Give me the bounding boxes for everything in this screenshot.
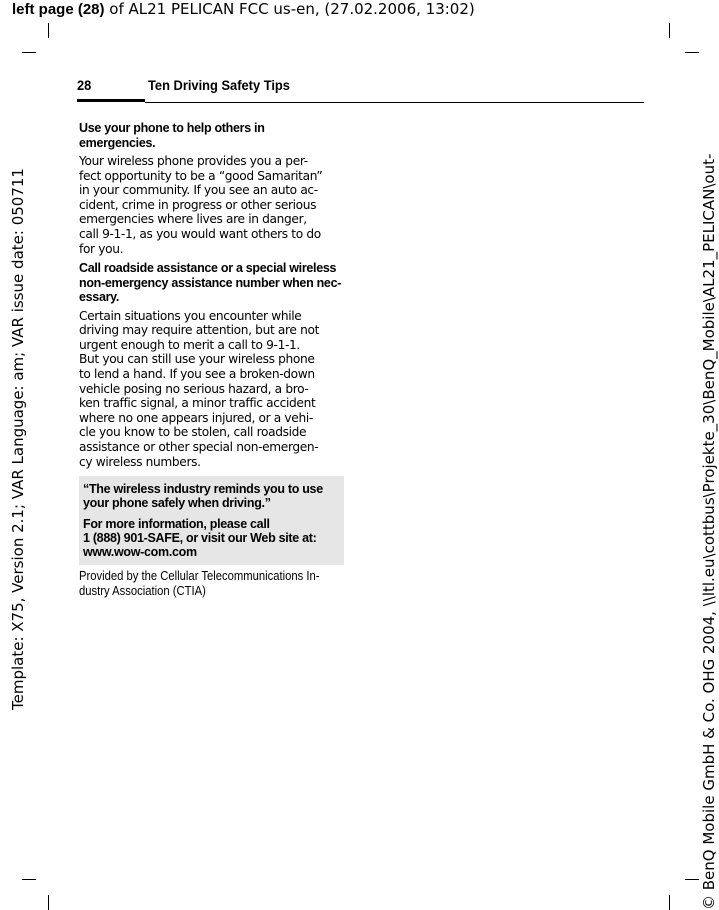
template-info: Template: X75, Version 2.1; VAR Language: am; VAR issue date: 050711 (9, 168, 27, 710)
section-text-roadside: Certain situations you encounter while driving may require attention, but are not urgent enough to merit a call to 9-1-1. But you can still use your wireless phone to lend a hand. If you see a broken-down vehicle posing no serious hazard, a bro- ken traffic signal, a minor traffic accident where no one appears injured, or a vehi- cle you know to be stolen, call roadside assistance or other special non-emergen- cy wireless numbers. (79, 308, 319, 469)
notice-box (79, 476, 344, 565)
print-header-info: of AL21 PELICAN FCC us-en, (27.02.2006, 13:02) (104, 0, 475, 18)
content-column (79, 121, 344, 598)
header-rule-thick (77, 99, 145, 102)
print-header-page: left page (28) (12, 1, 105, 18)
copyright-symbol: © (700, 895, 718, 910)
notice-contact: For more information, please call 1 (888) 901-SAFE, or visit our Web site at: www.wow-com.com (83, 517, 317, 560)
copyright-text: BenQ Mobile GmbH & Co. OHG 2004, \\ltl.eu\cottbus\Projekte_30\BenQ_Mobile\AL21_PELICAN\out- (700, 153, 718, 895)
page-title: Ten Driving Safety Tips (148, 77, 290, 93)
print-header (12, 0, 475, 19)
header-rule-thin (145, 102, 644, 103)
credit-note: Provided by the Cellular Telecommunications In- dustry Association (CTIA) (79, 569, 320, 598)
notice-quote: “The wireless industry reminds you to use your phone safely when driving.” (83, 482, 323, 511)
section-heading-emergencies: Use your phone to help others in emergencies. (79, 121, 265, 150)
copyright-info (701, 154, 717, 910)
page-number: 28 (77, 77, 92, 93)
section-heading-roadside: Call roadside assistance or a special wireless non-emergency assistance number when nec- essary. (79, 261, 342, 305)
section-text-emergencies: Your wireless phone provides you a per- fect opportunity to be a “good Samaritan” in your community. If you see an auto ac- cident, crime in progress or other serious emergencies where lives are in danger, call 9-1-1, as you would want others to do for you. (79, 154, 323, 256)
